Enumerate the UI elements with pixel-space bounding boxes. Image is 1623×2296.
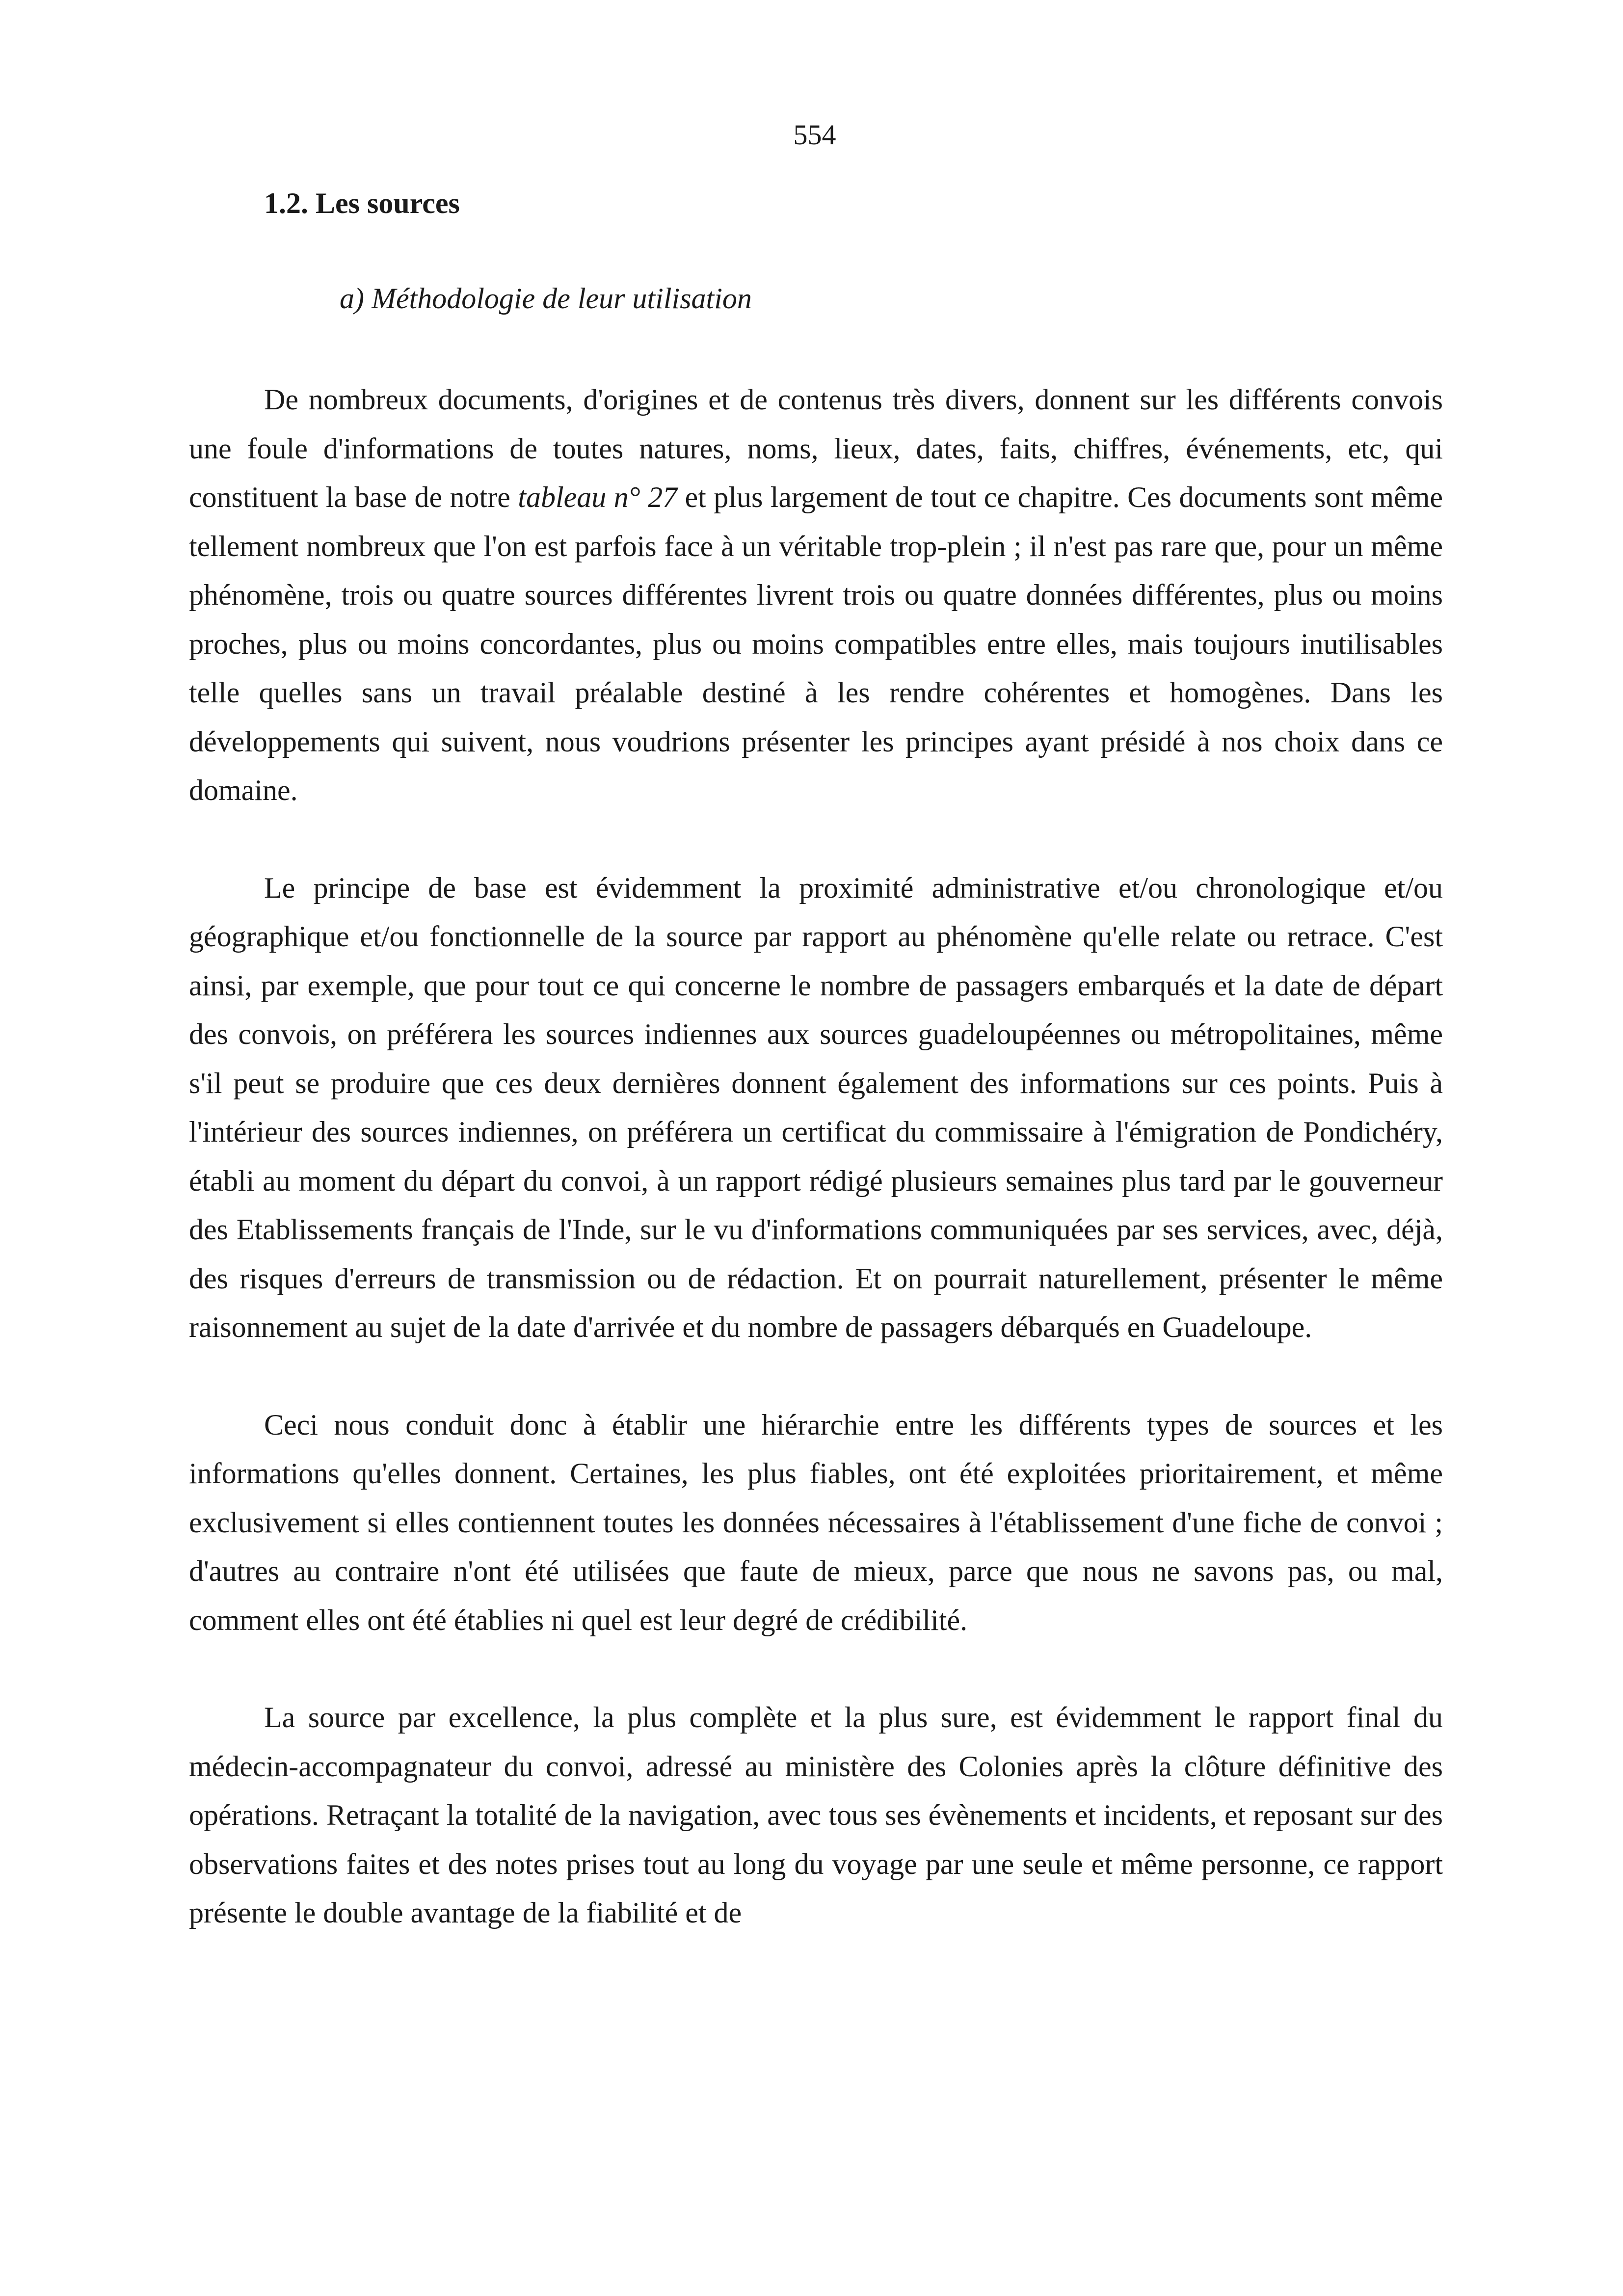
paragraph-1-text-after: et plus largement de tout ce chapitre. Ces documents sont même tellement nombreux que l'on est parfois face à un véritable trop-plein ; il n'est pas rare que, pour un même phénomène, trois ou quatre sources différentes livrent trois ou quatre données différentes, plus ou moins proches, plus ou moins concordantes, plus ou moins compatibles entre elles, mais toujours inutilisables telle quelles sans un travail préalable destiné à les rendre cohérentes et homogènes. Dans les développements qui suivent, nous voudrions présenter les principes ayant présidé à nos choix dans ce domaine. bbox=[189, 481, 1443, 806]
page-number: 554 bbox=[793, 119, 836, 151]
table-reference: tableau n° 27 bbox=[518, 481, 678, 513]
subsection-heading: a) Méthodologie de leur utilisation bbox=[340, 282, 752, 315]
paragraph-4: La source par excellence, la plus complète et la plus sure, est évidemment le rapport final du médecin-accompagnateur du convoi, adressé au ministère des Colonies après la clôture définitive des opérations. Retraçant la totalité de la navigation, avec tous ses évènements et incidents, et reposant sur des observations faites et des notes prises tout au long du voyage par une seule et même personne, ce rapport présente le double avantage de la fiabilité et de bbox=[189, 1701, 1443, 1929]
section-heading: 1.2. Les sources bbox=[264, 187, 460, 219]
paragraph-1 bbox=[189, 375, 1443, 815]
paragraph-2: Le principe de base est évidemment la proximité administrative et/ou chronologique et/ou géographique et/ou fonctionnelle de la source par rapport au phénomène qu'elle relate ou retrace. C'est ainsi, par exemple, que pour tout ce qui concerne le nombre de passagers embarqués et la date de départ des convois, on préférera les sources indiennes aux sources guadeloupéennes ou métropolitaines, même s'il peut se produire que ces deux dernières donnent également des informations sur ces points. Puis à l'intérieur des sources indiennes, on préférera un certificat du commissaire à l'émigration de Pondichéry, établi au moment du départ du convoi, à un rapport rédigé plusieurs semaines plus tard par le gouverneur des Etablissements français de l'Inde, sur le vu d'informations communiquées par ses services, avec, déjà, des risques d'erreurs de transmission ou de rédaction. Et on pourrait naturellement, présenter le même raisonnement au sujet de la date d'arrivée et du nombre de passagers débarqués en Guadeloupe. bbox=[189, 871, 1443, 1343]
paragraph-3: Ceci nous conduit donc à établir une hiérarchie entre les différents types de sources et les informations qu'elles donnent. Certaines, les plus fiables, ont été exploitées prioritairement, et même exclusivement si elles contiennent toutes les données nécessaires à l'établissement d'une fiche de convoi ; d'autres au contraire n'ont été utilisées que faute de mieux, parce que nous ne savons pas, ou mal, comment elles ont été établies ni quel est leur degré de crédibilité. bbox=[189, 1408, 1443, 1636]
body-text bbox=[189, 375, 1443, 1986]
paragraph-1-text-before: De nombreux documents, d'origines et de contenus très divers, donnent sur les différents convois une foule d'informations de toutes natures, noms, lieux, dates, faits, chiffres, événements, etc, qui constituent la base de notre bbox=[189, 383, 1443, 513]
